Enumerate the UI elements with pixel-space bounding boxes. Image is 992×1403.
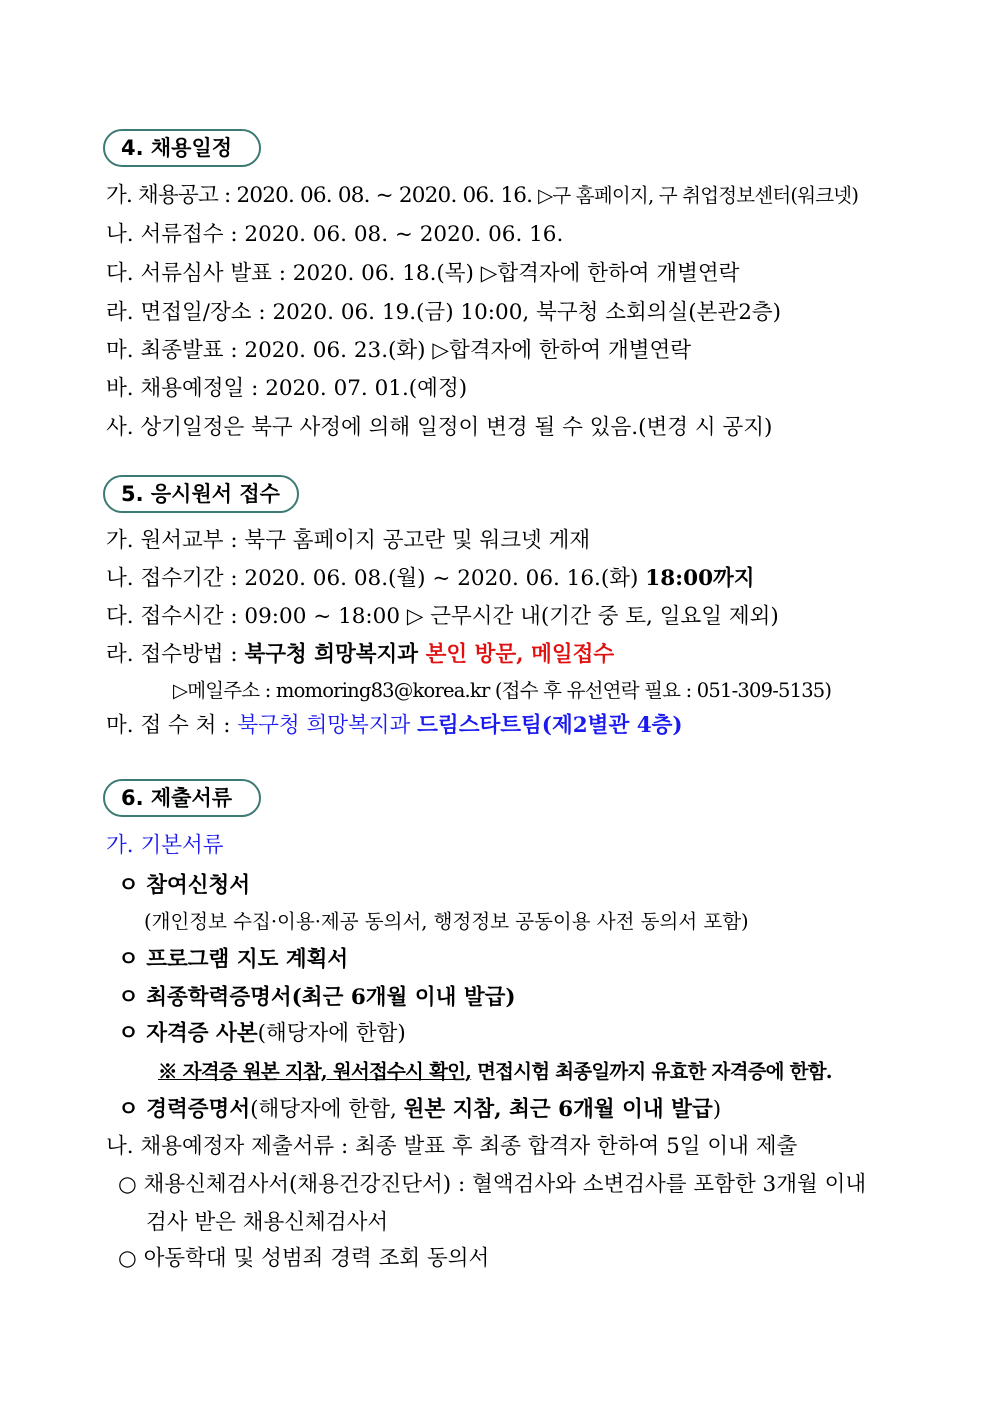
documents-license-note-underlined: ※ 자격증 원본 지참, 원서접수시 확인, xyxy=(158,1060,472,1083)
application-method-channels: 본인 방문, 메일접수 xyxy=(425,642,615,667)
documents-item-license-copy-note: (해당자에 한함) xyxy=(257,1021,406,1046)
application-hours: 다. 접수시간 : 09:00 ~ 18:00 ▷ 근무시간 내(기간 중 토, 일요일 제외) xyxy=(106,604,779,629)
application-location-team: 드림스타트팀(제2별관 4층) xyxy=(417,713,683,738)
application-period xyxy=(106,565,755,593)
documents-finalist-health-check: ○ 채용신체검사서(채용건강진단서) : 혈액검사와 소변검사를 포함한 3개월 이내 xyxy=(118,1172,867,1197)
documents-item-application-form-detail: (개인정보 수집·이용·제공 동의서, 행정정보 공동이용 사전 동의서 포함) xyxy=(144,910,749,933)
application-email: ▷메일주소 : momoring83@korea.kr (접수 후 유선연락 필요 : 051-309-5135) xyxy=(173,679,832,702)
application-method-office: 북구청 희망복지과 xyxy=(244,642,426,667)
documents-basic-heading: 가. 기본서류 xyxy=(106,833,224,858)
schedule-hiring-date: 바. 채용예정일 : 2020. 07. 01.(예정) xyxy=(106,376,468,401)
schedule-change-notice: 사. 상기일정은 북구 사정에 의해 일정이 변경 될 수 있음.(변경 시 공지) xyxy=(106,415,773,440)
section-heading-schedule: 4. 채용일정 xyxy=(103,129,261,167)
application-method xyxy=(106,641,614,669)
documents-item-license-copy-label: ㅇ 자격증 사본 xyxy=(118,1021,258,1046)
application-distribution: 가. 원서교부 : 북구 홈페이지 공고란 및 워크넷 게재 xyxy=(106,528,591,553)
documents-item-career-certificate xyxy=(118,1096,721,1124)
schedule-document-receipt: 나. 서류접수 : 2020. 06. 08. ~ 2020. 06. 16. xyxy=(106,222,564,247)
documents-item-career-requirement: 원본 지참, 최근 6개월 이내 발급 xyxy=(403,1097,713,1122)
schedule-interview: 라. 면접일/장소 : 2020. 06. 19.(금) 10:00, 북구청 소회의실(본관2층) xyxy=(106,300,782,325)
schedule-document-review: 다. 서류심사 발표 : 2020. 06. 18.(목) ▷합격자에 한하여 개별연락 xyxy=(106,261,740,286)
documents-finalist-health-check-cont: 검사 받은 채용신체검사서 xyxy=(146,1210,389,1235)
application-location xyxy=(106,712,683,740)
documents-item-program-plan: ㅇ 프로그램 지도 계획서 xyxy=(118,947,349,972)
application-method-label: 라. 접수방법 : xyxy=(106,642,245,667)
application-location-label: 마. 접 수 처 : xyxy=(106,713,238,738)
documents-item-career-note-start: (해당자에 한함, xyxy=(250,1097,404,1122)
schedule-announcement-dates: 2020. 06. 08. ~ 2020. 06. 16. xyxy=(236,183,539,208)
application-period-deadline: 18:00까지 xyxy=(645,566,755,591)
documents-item-application-form: ㅇ 참여신청서 xyxy=(118,873,251,898)
schedule-announcement-note: ▷구 홈페이지, 구 취업정보센터(워크넷) xyxy=(538,184,859,207)
application-period-dates: 나. 접수기간 : 2020. 06. 08.(월) ~ 2020. 06. 16.(화) xyxy=(106,566,646,591)
documents-finalist-heading: 나. 채용예정자 제출서류 : 최종 발표 후 최종 합격자 한하여 5일 이내 제출 xyxy=(106,1134,798,1159)
documents-item-license-copy xyxy=(118,1020,406,1048)
documents-license-note xyxy=(158,1058,832,1086)
documents-item-career-note-end: ) xyxy=(712,1097,722,1122)
application-location-office: 북구청 희망복지과 xyxy=(237,713,418,738)
section-heading-application: 5. 응시원서 접수 xyxy=(103,475,299,513)
documents-license-note-rest: 면접시험 최종일까지 유효한 자격증에 한함. xyxy=(471,1060,832,1083)
documents-item-education-certificate: ㅇ 최종학력증명서(최근 6개월 이내 발급) xyxy=(118,985,516,1010)
schedule-final-announcement: 마. 최종발표 : 2020. 06. 23.(화) ▷합격자에 한하여 개별연락 xyxy=(106,338,692,363)
documents-item-career-label: ㅇ 경력증명서 xyxy=(118,1097,251,1122)
schedule-announcement xyxy=(106,182,858,210)
section-heading-documents: 6. 제출서류 xyxy=(103,779,261,817)
schedule-announcement-label: 가. 채용공고 : xyxy=(106,183,237,208)
documents-finalist-background-consent: ○ 아동학대 및 성범죄 경력 조회 동의서 xyxy=(118,1246,490,1271)
